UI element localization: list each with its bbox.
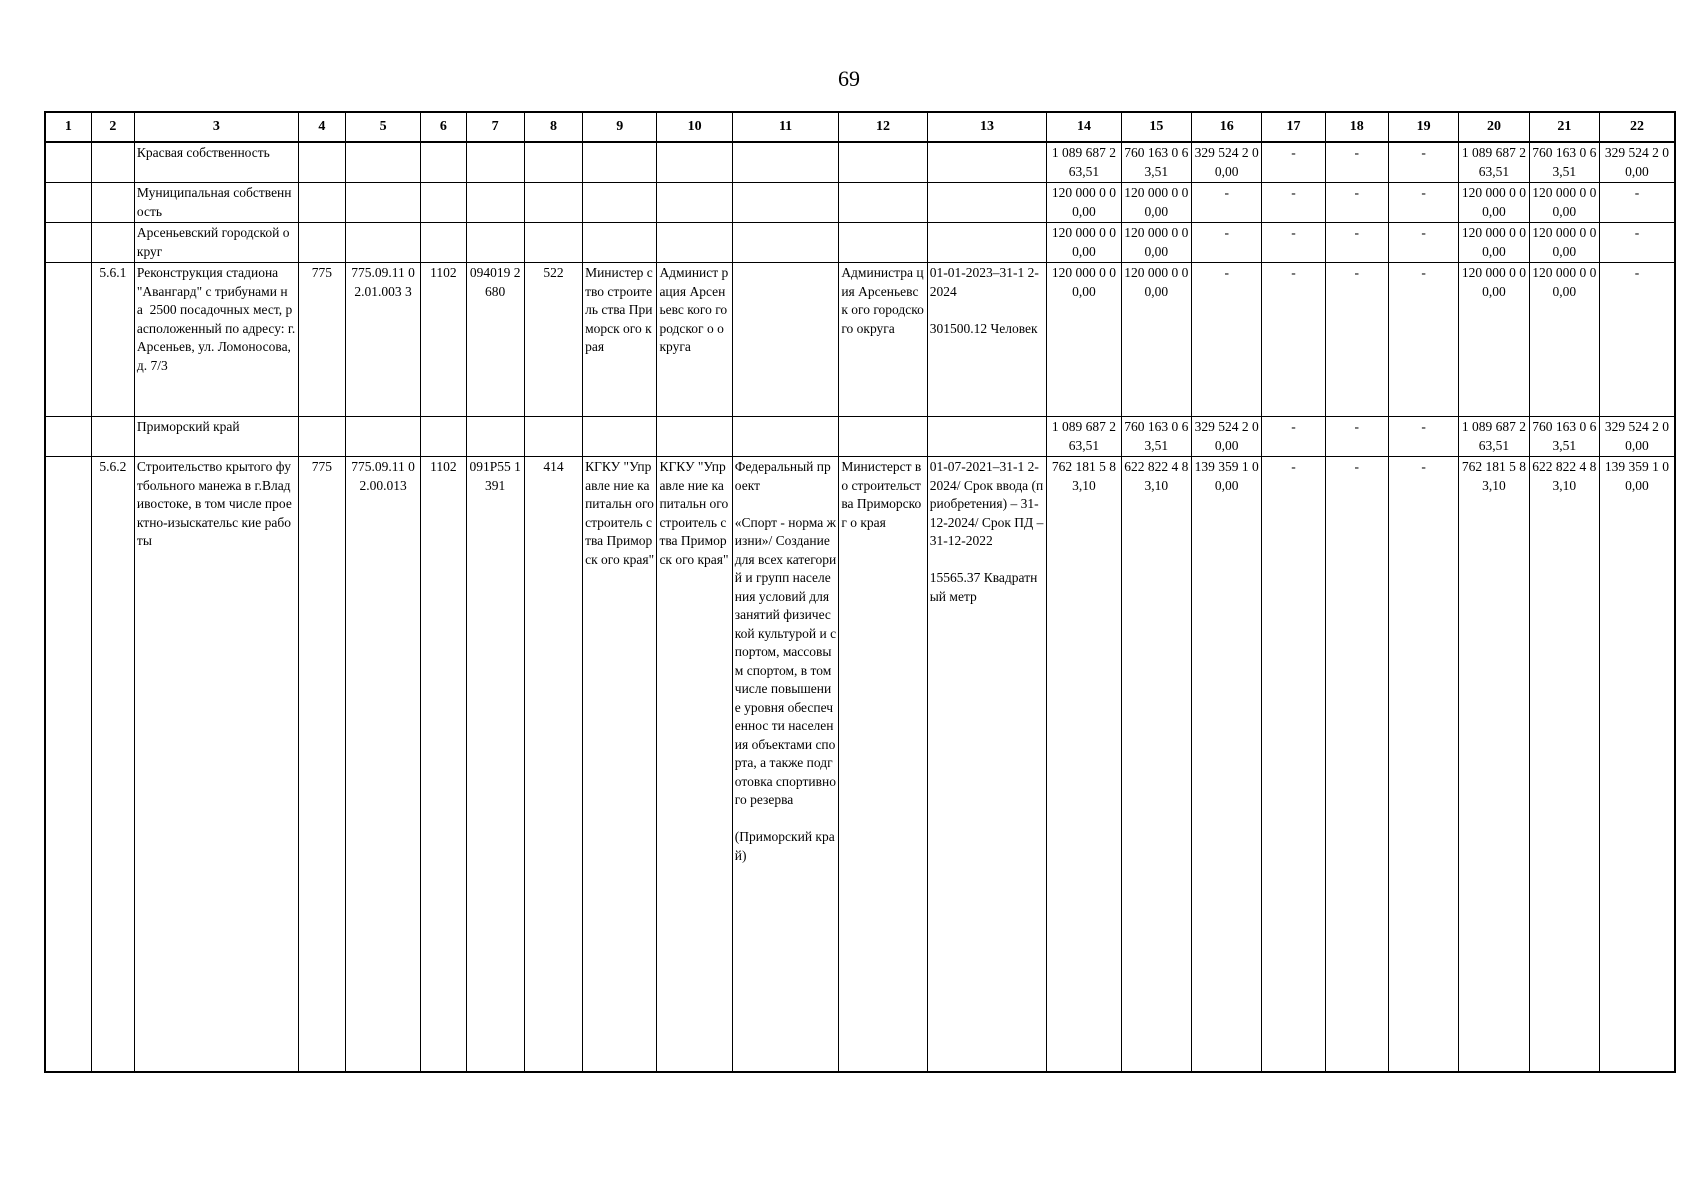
table-cell-col-17: - xyxy=(1262,183,1325,223)
table-cell-col-18: - xyxy=(1325,142,1388,183)
column-header-11: 11 xyxy=(732,112,839,142)
table-cell-col-16: 139 359 1 00,00 xyxy=(1192,457,1262,1073)
table-cell-col-12 xyxy=(839,183,927,223)
table-cell-col-19: - xyxy=(1388,142,1458,183)
table-cell-col-18: - xyxy=(1325,183,1388,223)
table-cell-col-11 xyxy=(732,142,839,183)
column-header-9: 9 xyxy=(583,112,657,142)
table-cell-col-22: 329 524 2 00,00 xyxy=(1599,142,1675,183)
table-cell-col-21: 760 163 0 63,51 xyxy=(1529,142,1599,183)
table-cell-col-12 xyxy=(839,417,927,457)
table-cell-col-12: Министерст во строительст ва Приморског о края xyxy=(839,457,927,1073)
table-cell-col-22: 139 359 1 00,00 xyxy=(1599,457,1675,1073)
column-header-10: 10 xyxy=(657,112,732,142)
table-cell-col-10 xyxy=(657,223,732,263)
table-cell-col-13 xyxy=(927,223,1047,263)
table-cell-col-4 xyxy=(298,183,345,223)
table-cell-col-19: - xyxy=(1388,223,1458,263)
table-cell-col-10 xyxy=(657,183,732,223)
column-header-4: 4 xyxy=(298,112,345,142)
column-header-21: 21 xyxy=(1529,112,1599,142)
table-cell-col-4 xyxy=(298,142,345,183)
table-cell-col-15: 760 163 0 63,51 xyxy=(1121,417,1191,457)
table-cell-col-10: КГКУ "Управле ние капитальн ого строитель ства Приморск ого края" xyxy=(657,457,732,1073)
table-cell-col-21: 622 822 4 83,10 xyxy=(1529,457,1599,1073)
table-cell-col-14: 1 089 687 263,51 xyxy=(1047,142,1121,183)
column-header-13: 13 xyxy=(927,112,1047,142)
table-cell-col-16: - xyxy=(1192,263,1262,417)
column-header-3: 3 xyxy=(134,112,298,142)
table-body xyxy=(45,142,1675,1072)
table-cell-col-2 xyxy=(91,223,134,263)
table-cell-col-11 xyxy=(732,263,839,417)
table-cell-col-1 xyxy=(45,183,91,223)
table-cell-col-13: 01-07-2021–31-1 2-2024/ Срок ввода (приобретения) – 31-12-2024/ Срок ПД – 31-12-2022 15565.37 Квадратный метр xyxy=(927,457,1047,1073)
table-cell-col-6: 1102 xyxy=(421,263,466,417)
table-cell-col-10 xyxy=(657,142,732,183)
table-cell-col-5: 775.09.11 02.00.013 xyxy=(345,457,420,1073)
table-cell-col-2: 5.6.1 xyxy=(91,263,134,417)
column-header-6: 6 xyxy=(421,112,466,142)
table-cell-col-21: 760 163 0 63,51 xyxy=(1529,417,1599,457)
table-cell-col-3: Красвая собственность xyxy=(134,142,298,183)
table-cell-col-14: 120 000 0 00,00 xyxy=(1047,263,1121,417)
table-cell-col-9 xyxy=(583,223,657,263)
table-cell-col-19: - xyxy=(1388,263,1458,417)
table-cell-col-17: - xyxy=(1262,457,1325,1073)
table-cell-col-13 xyxy=(927,417,1047,457)
table-cell-col-6 xyxy=(421,142,466,183)
column-header-2: 2 xyxy=(91,112,134,142)
table-cell-col-1 xyxy=(45,457,91,1073)
table-cell-col-16: 329 524 2 00,00 xyxy=(1192,142,1262,183)
table-cell-col-4: 775 xyxy=(298,263,345,417)
table-cell-col-5 xyxy=(345,142,420,183)
table-cell-col-15: 120 000 0 00,00 xyxy=(1121,183,1191,223)
table-cell-col-21: 120 000 0 00,00 xyxy=(1529,263,1599,417)
page-number: 69 xyxy=(838,66,860,91)
table-cell-col-13 xyxy=(927,142,1047,183)
table-row xyxy=(45,417,1675,457)
table-cell-col-5 xyxy=(345,183,420,223)
table-cell-col-15: 120 000 0 00,00 xyxy=(1121,223,1191,263)
table-cell-col-22: 329 524 2 00,00 xyxy=(1599,417,1675,457)
table-cell-col-8 xyxy=(524,417,582,457)
table-cell-col-20: 1 089 687 263,51 xyxy=(1459,142,1529,183)
table-cell-col-5: 775.09.11 02.01.003 3 xyxy=(345,263,420,417)
table-cell-col-20: 1 089 687 263,51 xyxy=(1459,417,1529,457)
table-cell-col-2 xyxy=(91,417,134,457)
table-cell-col-14: 120 000 0 00,00 xyxy=(1047,183,1121,223)
table-cell-col-20: 120 000 0 00,00 xyxy=(1459,223,1529,263)
table-cell-col-4 xyxy=(298,417,345,457)
table-cell-col-8: 522 xyxy=(524,263,582,417)
table-cell-col-7 xyxy=(466,183,524,223)
table-cell-col-8 xyxy=(524,142,582,183)
table-cell-col-8 xyxy=(524,223,582,263)
table-cell-col-19: - xyxy=(1388,457,1458,1073)
table-cell-col-18: - xyxy=(1325,457,1388,1073)
table-cell-col-11 xyxy=(732,223,839,263)
table-row xyxy=(45,223,1675,263)
table-cell-col-19: - xyxy=(1388,417,1458,457)
table-cell-col-17: - xyxy=(1262,142,1325,183)
table-cell-col-2 xyxy=(91,183,134,223)
table-cell-col-7 xyxy=(466,223,524,263)
table-cell-col-18: - xyxy=(1325,417,1388,457)
table-cell-col-11 xyxy=(732,183,839,223)
table-cell-col-22: - xyxy=(1599,263,1675,417)
column-header-5: 5 xyxy=(345,112,420,142)
table-cell-col-20: 120 000 0 00,00 xyxy=(1459,183,1529,223)
table-cell-col-16: 329 524 2 00,00 xyxy=(1192,417,1262,457)
table-cell-col-1 xyxy=(45,263,91,417)
table-cell-col-1 xyxy=(45,142,91,183)
column-header-1: 1 xyxy=(45,112,91,142)
column-header-17: 17 xyxy=(1262,112,1325,142)
table-cell-col-12 xyxy=(839,223,927,263)
table-cell-col-12: Администра ция Арсеньевск ого городского округа xyxy=(839,263,927,417)
table-cell-col-14: 120 000 0 00,00 xyxy=(1047,223,1121,263)
column-header-8: 8 xyxy=(524,112,582,142)
table-cell-col-20: 120 000 0 00,00 xyxy=(1459,263,1529,417)
table-cell-col-8: 414 xyxy=(524,457,582,1073)
table-cell-col-21: 120 000 0 00,00 xyxy=(1529,223,1599,263)
column-header-18: 18 xyxy=(1325,112,1388,142)
table-cell-col-1 xyxy=(45,223,91,263)
table-cell-col-7: 094019 2680 xyxy=(466,263,524,417)
table-cell-col-14: 762 181 5 83,10 xyxy=(1047,457,1121,1073)
column-header-22: 22 xyxy=(1599,112,1675,142)
table-cell-col-16: - xyxy=(1192,183,1262,223)
table-cell-col-3: Приморский край xyxy=(134,417,298,457)
table-cell-col-12 xyxy=(839,142,927,183)
table-cell-col-11 xyxy=(732,417,839,457)
table-cell-col-8 xyxy=(524,183,582,223)
table-cell-col-1 xyxy=(45,417,91,457)
column-header-15: 15 xyxy=(1121,112,1191,142)
table-row xyxy=(45,183,1675,223)
table-cell-col-18: - xyxy=(1325,223,1388,263)
header-row xyxy=(45,112,1675,142)
table-cell-col-6 xyxy=(421,223,466,263)
table-row xyxy=(45,142,1675,183)
table-cell-col-17: - xyxy=(1262,263,1325,417)
table-cell-col-2: 5.6.2 xyxy=(91,457,134,1073)
table-cell-col-13 xyxy=(927,183,1047,223)
table-cell-col-7 xyxy=(466,142,524,183)
column-header-12: 12 xyxy=(839,112,927,142)
table-cell-col-5 xyxy=(345,223,420,263)
column-header-19: 19 xyxy=(1388,112,1458,142)
table-cell-col-22: - xyxy=(1599,223,1675,263)
table-cell-col-9: КГКУ "Управле ние капитальн ого строитель ства Приморск ого края" xyxy=(583,457,657,1073)
table-cell-col-15: 622 822 4 83,10 xyxy=(1121,457,1191,1073)
column-header-20: 20 xyxy=(1459,112,1529,142)
budget-table xyxy=(44,111,1676,1073)
table-cell-col-3: Муниципальная собственность xyxy=(134,183,298,223)
table-cell-col-5 xyxy=(345,417,420,457)
table-cell-col-22: - xyxy=(1599,183,1675,223)
table-cell-col-7 xyxy=(466,417,524,457)
table-cell-col-9 xyxy=(583,417,657,457)
column-header-16: 16 xyxy=(1192,112,1262,142)
table-cell-col-17: - xyxy=(1262,417,1325,457)
table-cell-col-17: - xyxy=(1262,223,1325,263)
table-cell-col-15: 760 163 0 63,51 xyxy=(1121,142,1191,183)
table-cell-col-6: 1102 xyxy=(421,457,466,1073)
table-cell-col-9: Министер ство строитель ства Приморск ого края xyxy=(583,263,657,417)
table-cell-col-18: - xyxy=(1325,263,1388,417)
table-cell-col-14: 1 089 687 263,51 xyxy=(1047,417,1121,457)
table-row xyxy=(45,263,1675,417)
table-cell-col-4 xyxy=(298,223,345,263)
table-cell-col-11: Федеральный проект «Спорт - норма жизни»/ Создание для всех категорий и групп населения условий для занятий физической культурой и спортом, массовым спортом, в том числе повышение уровня обеспеченнос ти населения объектами спорта, а также подготовка спортивного резерва (Приморский край) xyxy=(732,457,839,1073)
table-cell-col-15: 120 000 0 00,00 xyxy=(1121,263,1191,417)
table-cell-col-19: - xyxy=(1388,183,1458,223)
table-cell-col-6 xyxy=(421,183,466,223)
column-header-7: 7 xyxy=(466,112,524,142)
table-cell-col-9 xyxy=(583,183,657,223)
table-cell-col-20: 762 181 5 83,10 xyxy=(1459,457,1529,1073)
table-cell-col-9 xyxy=(583,142,657,183)
table-cell-col-16: - xyxy=(1192,223,1262,263)
table-cell-col-3: Строительство крытого футбольного манежа в г.Владивостоке, в том числе проектно-изыскательс кие работы xyxy=(134,457,298,1073)
table-cell-col-7: 091P55 1391 xyxy=(466,457,524,1073)
table-cell-col-4: 775 xyxy=(298,457,345,1073)
table-cell-col-21: 120 000 0 00,00 xyxy=(1529,183,1599,223)
table-row xyxy=(45,457,1675,1073)
table-cell-col-2 xyxy=(91,142,134,183)
table-cell-col-10: Админист рация Арсеньевс кого городског о округа xyxy=(657,263,732,417)
table-cell-col-3: Реконструкция стадиона "Авангард" с трибунами на 2500 посадочных мест, расположенный по адресу: г.Арсеньев, ул. Ломоносова, д. 7/3 xyxy=(134,263,298,417)
table-cell-col-13: 01-01-2023–31-1 2-2024 301500.12 Человек xyxy=(927,263,1047,417)
table-cell-col-6 xyxy=(421,417,466,457)
table-cell-col-3: Арсеньевский городской округ xyxy=(134,223,298,263)
column-header-14: 14 xyxy=(1047,112,1121,142)
table-cell-col-10 xyxy=(657,417,732,457)
